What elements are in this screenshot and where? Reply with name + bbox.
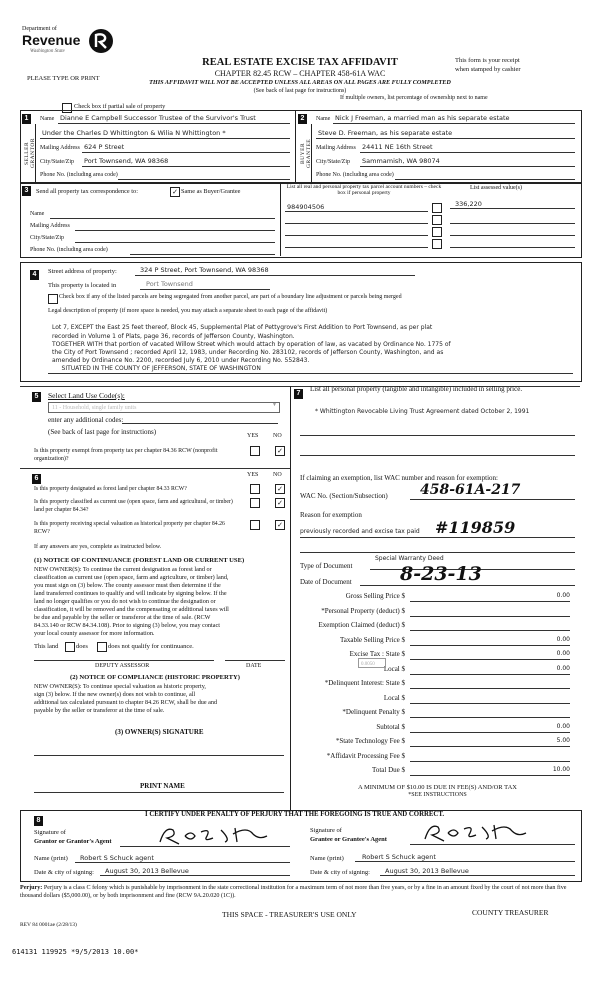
fee-label: Subtotal $ <box>376 722 405 731</box>
segregated-label: Check box if any of the listed parcels are being segregated from another parcel, are part of a boundary line adjustment or parcels being merged <box>59 294 402 300</box>
fee-label: Gross Selling Price $ <box>345 592 405 600</box>
notice2-line-1: NEW OWNER(S): To continue special valuation as historic property, <box>34 683 206 690</box>
notice1-line-9: your local county assessor for more information. <box>34 630 155 637</box>
seller-name-label: Name <box>40 116 55 122</box>
section-2-number: 2 <box>298 114 307 124</box>
section-5-number: 5 <box>32 392 41 402</box>
fee-row <box>300 694 570 705</box>
multiple-owners-note: If multiple owners, list percentage of ownership next to name <box>340 95 488 101</box>
reason-value[interactable]: previously recorded and excise tax paid <box>300 528 420 535</box>
historic-no-checkbox[interactable]: ✓ <box>275 520 285 530</box>
land-use-select[interactable] <box>48 402 280 413</box>
fee-label: Excise Tax : State $ <box>349 650 405 658</box>
receipt-note-1: This form is your receipt <box>455 57 520 64</box>
street-address[interactable]: 324 P Street, Port Townsend, WA 98368 <box>140 266 269 274</box>
notice1-line-4: land transferred continues to qualify and will indicate by signing below. If the <box>34 590 227 597</box>
land-use-see-back: (See back of last page for instructions) <box>48 428 157 436</box>
county-treasurer: COUNTY TREASURER <box>472 908 549 917</box>
land-does-not-label: does not qualify for continuance. <box>108 643 194 650</box>
buyer-city[interactable]: Sammamish, WA 98074 <box>362 157 440 165</box>
fee-row <box>300 665 570 676</box>
land-use-label: Select Land Use Code(s): <box>48 391 125 400</box>
fee-row <box>300 723 570 734</box>
buyer-name-2[interactable]: Steve D. Freeman, as his separate estate <box>318 129 453 137</box>
revenue-logo <box>22 26 117 68</box>
buyer-side-label: BUYER GRANTEE <box>300 138 312 168</box>
located-in-label: This property is located in <box>48 282 117 289</box>
notice1-line-1: NEW OWNER(S): To continue the current designation as forest land or <box>34 566 212 573</box>
land-use-value: 11 - Household, single family units <box>52 405 137 411</box>
reason-number[interactable]: #119859 <box>435 518 516 537</box>
reason-label: Reason for exemption <box>300 511 362 519</box>
fee-row <box>300 752 570 763</box>
assessor-date-label: DATE <box>246 663 262 669</box>
doc-date[interactable]: 8-23-13 <box>400 563 482 585</box>
form-see-back: (See back of last page for instructions) <box>253 88 347 94</box>
grantor-date-place[interactable]: August 30, 2013 Bellevue <box>105 867 189 875</box>
section-6-number: 6 <box>32 474 41 484</box>
grantee-name-print[interactable]: Robert S Schuck agent <box>362 853 436 861</box>
fee-value[interactable]: 0.00 <box>410 592 570 602</box>
fee-value[interactable]: 0.00 <box>410 665 570 675</box>
segregated-checkbox[interactable] <box>48 294 58 304</box>
personal-property-checkbox-3[interactable] <box>432 227 442 237</box>
cashier-stamp: 614131 119925 *9/5/2013 10.00* <box>12 948 139 956</box>
fee-row <box>300 636 570 647</box>
fee-row <box>300 766 570 777</box>
grantee-name-label: Name (print) <box>310 855 344 862</box>
revenue-logo-icon <box>88 28 114 54</box>
fee-row <box>300 737 570 748</box>
grantor-agent-label: Grantor or Grantor's Agent <box>34 838 112 845</box>
fee-label: Taxable Selling Price $ <box>339 635 405 644</box>
seller-name-2[interactable]: Under the Charles D Whittington & Wilia N Whittington * <box>42 129 226 137</box>
perjury-bold: Perjury: <box>20 885 43 891</box>
seller-mailing[interactable]: 624 P Street <box>84 143 125 151</box>
section-1-number: 1 <box>22 114 31 124</box>
print-name-label: PRINT NAME <box>140 782 185 790</box>
buyer-mailing-label: Mailing Address <box>316 145 356 151</box>
legal-description-label: Legal description of property (if more space is needed, you may attach a separate sheet to each page of the affidavit) <box>48 308 328 314</box>
fee-value[interactable] <box>410 694 570 704</box>
section-7-number: 7 <box>294 389 303 399</box>
fee-value[interactable]: 10.00 <box>410 766 570 776</box>
grantor-name-print[interactable]: Robert S Schuck agent <box>80 854 154 862</box>
fee-row <box>300 708 570 719</box>
receipt-note-2: when stamped by cashier <box>455 66 521 73</box>
fee-label: *Delinquent Interest: State $ <box>324 679 405 687</box>
fee-row <box>300 621 570 632</box>
buyer-name-label: Name <box>316 116 331 122</box>
seller-name[interactable]: Dianne E Campbell Successor Trustee of the Survivor's Trust <box>60 114 256 122</box>
notice2-line-3: additional tax calculated pursuant to chapter 84.26 RCW, shall be due and <box>34 699 218 706</box>
fee-label: *Personal Property (deduct) $ <box>321 606 405 615</box>
grantor-date-label: Date & city of signing: <box>34 869 94 876</box>
current-use-no-checkbox[interactable]: ✓ <box>275 498 285 508</box>
section-4-box <box>20 262 582 382</box>
sec5-yes-header: YES <box>247 433 259 439</box>
legal-line-4: the City of Port Townsend ; recorded April 12, 1983, under Recording No. 283102, records of Jefferson County, Washington, and as <box>52 349 444 356</box>
buyer-mailing[interactable]: 24411 NE 16th Street <box>362 143 433 151</box>
fee-value[interactable]: 0.00 <box>410 650 570 660</box>
local-code: 0.0050 <box>361 662 375 667</box>
certify-statement: I CERTIFY UNDER PENALTY OF PERJURY THAT THE FOREGOING IS TRUE AND CORRECT. <box>145 811 445 818</box>
minimum-fee-note: A MINIMUM OF $10.00 IS DUE IN FEE(S) AND/OR TAX <box>358 784 517 791</box>
correspondence-phone-label: Phone No. (including area code) <box>30 247 108 253</box>
personal-property-checkbox-4[interactable] <box>432 239 442 249</box>
dept-name: Revenue <box>22 32 81 48</box>
fee-label: *State Technology Fee $ <box>335 737 405 745</box>
fee-row <box>300 650 570 661</box>
send-correspondence-label: Send all property tax correspondence to: <box>36 188 138 195</box>
notice1-line-6: classification, it will be removed and the compensating or additional taxes will <box>34 606 229 613</box>
doc-type[interactable]: Special Warranty Deed <box>375 555 444 562</box>
form-chapter: CHAPTER 82.45 RCW – CHAPTER 458-61A WAC <box>214 69 386 78</box>
notice1-line-5: land no longer qualifies or you do not wish to continue the designation or <box>34 598 216 605</box>
notice1-line-3: you must sign on (3) below. The county assessor must then determine if the <box>34 582 221 589</box>
rev-number: REV 84 0001ae (2/28/13) <box>20 922 77 928</box>
fee-value[interactable] <box>410 752 570 762</box>
legal-line-1: Lot 7, EXCEPT the East 25 feet thereof, Block 45, Supplemental Plat of Pettygrove's First Addition to Port Townsend, as per plat <box>52 324 433 331</box>
seller-phone-label: Phone No. (including area code) <box>40 172 118 178</box>
same-as-buyer-checkbox[interactable]: ✓ <box>170 187 180 197</box>
see-instructions-note: *SEE INSTRUCTIONS <box>408 792 467 798</box>
grantee-sig-label: Signature of <box>310 827 342 834</box>
form-title: REAL ESTATE EXCISE TAX AFFIDAVIT <box>202 57 398 68</box>
grantee-date-label: Date & city of signing: <box>310 869 370 876</box>
exempt-no-checkbox[interactable]: ✓ <box>275 446 285 456</box>
section-8-number: 8 <box>34 816 43 826</box>
personal-property-label: List all personal property (tangible and intangible) included in selling price. <box>310 385 523 393</box>
fee-value[interactable]: 0.00 <box>410 636 570 646</box>
fee-value[interactable] <box>410 607 570 617</box>
buyer-phone-label: Phone No. (including area code) <box>316 172 394 178</box>
section-4-number: 4 <box>30 270 39 280</box>
historic-question: Is this property receiving special valuation as historical property per chapter 84.26 RCW? <box>34 521 225 535</box>
fee-value[interactable] <box>410 708 570 718</box>
notice2-line-4: payable by the seller or transferor at the time of sale. <box>34 707 165 714</box>
if-yes-instruction: If any answers are yes, complete as instructed below. <box>34 544 162 550</box>
exemption-label: If claiming an exemption, list WAC number and reason for exemption: <box>300 474 498 482</box>
deputy-assessor-label: DEPUTY ASSESSOR <box>95 663 150 669</box>
owner-signature-label: (3) OWNER(S) SIGNATURE <box>115 728 204 736</box>
personal-property-checkbox-2[interactable] <box>432 215 442 225</box>
personal-property-checkbox-1[interactable] <box>432 203 442 213</box>
fee-row <box>300 679 570 690</box>
buyer-name[interactable]: Nick J Freeman, a married man as his separate estate <box>335 114 510 122</box>
seller-mailing-label: Mailing Address <box>40 145 80 151</box>
wac-value[interactable]: 458-61A-217 <box>420 482 521 498</box>
dept-line1: Department of <box>22 26 57 32</box>
exempt-question: Is this property exempt from property tax per chapter 84.36 RCW (nonprofit organization)? <box>34 448 218 462</box>
grantor-name-label: Name (print) <box>34 855 68 862</box>
fee-value[interactable] <box>410 621 570 631</box>
current-use-yes-checkbox[interactable] <box>250 498 260 508</box>
street-address-label: Street address of property: <box>48 268 117 275</box>
fee-value[interactable] <box>410 679 570 689</box>
sec5-no-header: NO <box>273 433 282 439</box>
this-land-label: This land <box>34 643 59 650</box>
fee-label: Local $ <box>383 664 405 673</box>
sec6-no-header: NO <box>273 472 282 478</box>
notice1-line-2: classification as current use (open space, farm and agriculture, or timber) land, <box>34 574 229 581</box>
fee-label: *Delinquent Penalty $ <box>342 708 405 716</box>
historic-yes-checkbox[interactable] <box>250 520 260 530</box>
please-type: PLEASE TYPE OR PRINT <box>27 75 100 82</box>
current-use-question: Is this property classified as current use (open space, farm and agricultural, or timber) land per chapter 84.34? <box>34 499 233 513</box>
correspondence-name-label: Name <box>30 211 45 217</box>
fee-label: *Affidavit Processing Fee $ <box>326 751 405 760</box>
land-does-label: does <box>76 643 88 650</box>
perjury-text: Perjury is a class C felony which is punishable by imprisonment in the state correctional institution for a maximum term of not more than five years, or by a fine in an amount fixed by the court of not more than five thousand dollars ($5,000.00), or by both imprisonment and fine (RCW 9A.20.020 (1C)). <box>20 885 567 899</box>
dept-sub: Washington State <box>30 49 65 54</box>
personal-property-value[interactable]: * Whittington Revocable Living Trust Agreement dated October 2, 1991 <box>315 408 530 415</box>
legal-line-3: TOGETHER WITH that portion of vacated Willow Street which would attach by operation of law, as vacated by Ordinance No. 1775 of <box>52 341 451 348</box>
correspondence-city-label: City/State/Zip <box>30 235 64 241</box>
notice1-line-8: 84.33.140 or RCW 84.34.108). Prior to signing (3) below, you may contact <box>34 622 220 629</box>
wac-label: WAC No. (Section/Subsection) <box>300 492 388 500</box>
doc-type-label: Type of Document <box>300 562 353 570</box>
seller-city[interactable]: Port Townsend, WA 98368 <box>84 157 169 165</box>
legal-line-5: amended by Ordinance No. 2200, recorded July 6, 2010 under Recording No. 552843. <box>52 357 310 364</box>
notice2-line-2: sign (3) below. If the new owner(s) does not wish to continue, all <box>34 691 196 698</box>
parcel-header: List all real and personal property tax parcel account numbers – check box if personal property <box>286 184 442 196</box>
forest-no-checkbox[interactable]: ✓ <box>275 484 285 494</box>
notice1-line-7: be due and payable by the seller or transferor at the time of sale. (RCW <box>34 614 211 621</box>
forest-question: Is this property designated as forest land per chapter 84.33 RCW? <box>34 486 187 492</box>
local-code-box[interactable] <box>358 658 386 668</box>
grantor-signature-mark <box>155 824 275 846</box>
form-warning: THIS AFFIDAVIT WILL NOT BE ACCEPTED UNLESS ALL AREAS ON ALL PAGES ARE FULLY COMPLETED <box>149 79 451 86</box>
grantee-agent-label: Grantee or Grantee's Agent <box>310 836 387 843</box>
chevron-down-icon: ▼ <box>272 403 277 408</box>
fee-value[interactable]: 5.00 <box>410 737 570 747</box>
treasurer-space: THIS SPACE - TREASURER'S USE ONLY <box>222 910 357 919</box>
fee-label: Total Due $ <box>372 766 405 774</box>
fee-row <box>300 592 570 603</box>
fee-label: Exemption Claimed (deduct) $ <box>318 621 405 629</box>
seller-side-label: SELLER GRANTOR <box>24 138 36 168</box>
assessed-header: List assessed value(s) <box>470 185 522 191</box>
partial-sale-label: Check box if partial sale of property <box>74 103 166 110</box>
seller-city-label: City/State/Zip <box>40 159 74 165</box>
notice-compliance-title: (2) NOTICE OF COMPLIANCE (HISTORIC PROPERTY) <box>70 674 240 681</box>
additional-codes-label: enter any additional codes: <box>48 416 124 424</box>
assessed-value[interactable]: 336,220 <box>455 200 482 208</box>
sec6-yes-header: YES <box>247 472 259 478</box>
parcel-number[interactable]: 984904506 <box>287 203 325 211</box>
perjury-statement <box>20 884 580 900</box>
correspondence-mailing-label: Mailing Address <box>30 223 70 229</box>
buyer-city-label: City/State/Zip <box>316 159 350 165</box>
forest-yes-checkbox[interactable] <box>250 484 260 494</box>
grantor-sig-label: Signature of <box>34 829 66 836</box>
land-does-checkbox[interactable] <box>65 642 75 652</box>
grantee-date-place[interactable]: August 30, 2013 Bellevue <box>385 867 469 875</box>
fee-value[interactable]: 0.00 <box>410 723 570 733</box>
notice-continuance-title: (1) NOTICE OF CONTINUANCE (FOREST LAND OR CURRENT USE) <box>34 557 245 564</box>
exempt-yes-checkbox[interactable] <box>250 446 260 456</box>
fee-label: Local $ <box>383 693 405 702</box>
located-in[interactable]: Port Townsend <box>146 280 193 288</box>
legal-line-6: SITUATED IN THE COUNTY OF JEFFERSON, STATE OF WASHINGTON <box>52 365 261 372</box>
fee-row <box>300 607 570 618</box>
section-3-number: 3 <box>22 186 31 196</box>
same-as-buyer-label: Same as Buyer/Grantee <box>181 188 241 195</box>
grantee-signature-mark <box>420 821 530 843</box>
land-does-not-checkbox[interactable] <box>97 642 107 652</box>
doc-date-label: Date of Document <box>300 578 352 586</box>
legal-line-2: recorded in Volume 1 of Plats, page 36, records of Jefferson County, Washington. <box>52 333 295 340</box>
